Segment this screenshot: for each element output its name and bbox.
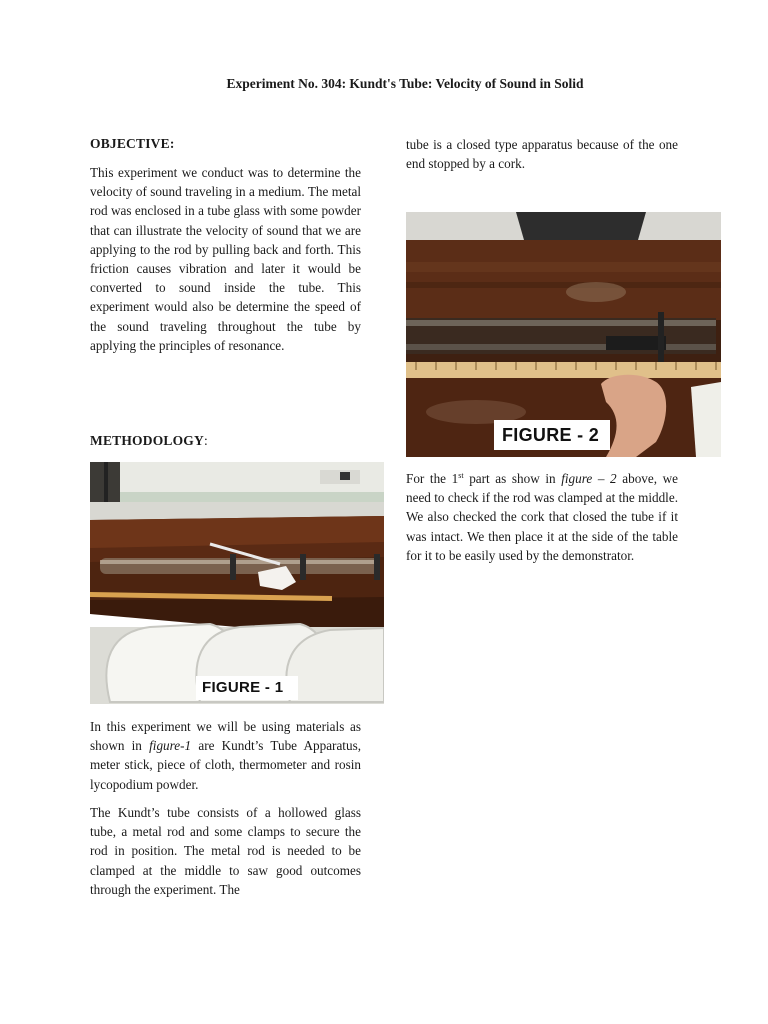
first-part-section — [406, 469, 678, 565]
materials-section — [90, 717, 361, 794]
materials-paragraph — [90, 717, 361, 794]
figure-2-photo — [406, 212, 721, 457]
figure-1-image — [90, 462, 384, 704]
first-part-text-b: part as show in — [463, 471, 562, 486]
first-part-text-c: above, we need to check if the rod was clamped at the middle. We also checked the cork that closed the tube if it was intact. We then place it at the side of the table for it to be easily used by the demonstrator. — [406, 471, 679, 563]
materials-text-b: are Kundt’s Tube Apparatus, meter stick, piece of cloth, thermometer and rosin lycopodium powder. — [90, 738, 361, 792]
objective-paragraph: This experiment we conduct was to determine the velocity of sound traveling in a medium. The metal rod was enclosed in a tube glass with some powder that can illustrate the velocity of sound that we are applying to the rod by pulling back and forth. This friction causes vibration and later it would be converted to sound inside the tube. This experiment would also be determine the speed of the sound traveling throughout the tube by applying the principles of resonance. — [90, 165, 361, 353]
continued-section — [406, 135, 678, 173]
figure-2-reference: figure – 2 — [561, 471, 617, 486]
tube-section — [90, 803, 361, 899]
ordinal-suffix: st — [458, 471, 464, 480]
figure-1-photo — [90, 462, 384, 704]
methodology-heading — [90, 433, 208, 449]
methodology-heading-colon: : — [203, 433, 208, 448]
methodology-heading-text: METHODOLOGY — [90, 433, 204, 448]
first-part-paragraph — [406, 469, 678, 565]
figure-1-reference: figure-1 — [149, 738, 192, 754]
first-part-text-a: For the 1 — [406, 471, 459, 486]
objective-section — [90, 163, 361, 355]
materials-text-a: In this experiment we will be using materials as shown in — [90, 719, 361, 754]
tube-paragraph: The Kundt’s tube consists of a hollowed glass tube, a metal rod and some clamps to secure the rod in position. The metal rod is needed to be clamped at the middle to saw good outcomes through the experiment. The — [90, 805, 361, 897]
figure-1-label: FIGURE - 1 — [196, 676, 298, 700]
document-title: Experiment No. 304: Kundt's Tube: Velocity of Sound in Solid — [226, 76, 584, 91]
figure-2-label: FIGURE - 2 — [494, 420, 610, 450]
continued-paragraph: tube is a closed type apparatus because of the one end stopped by a cork. — [406, 137, 678, 172]
objective-heading: OBJECTIVE: — [90, 136, 175, 151]
